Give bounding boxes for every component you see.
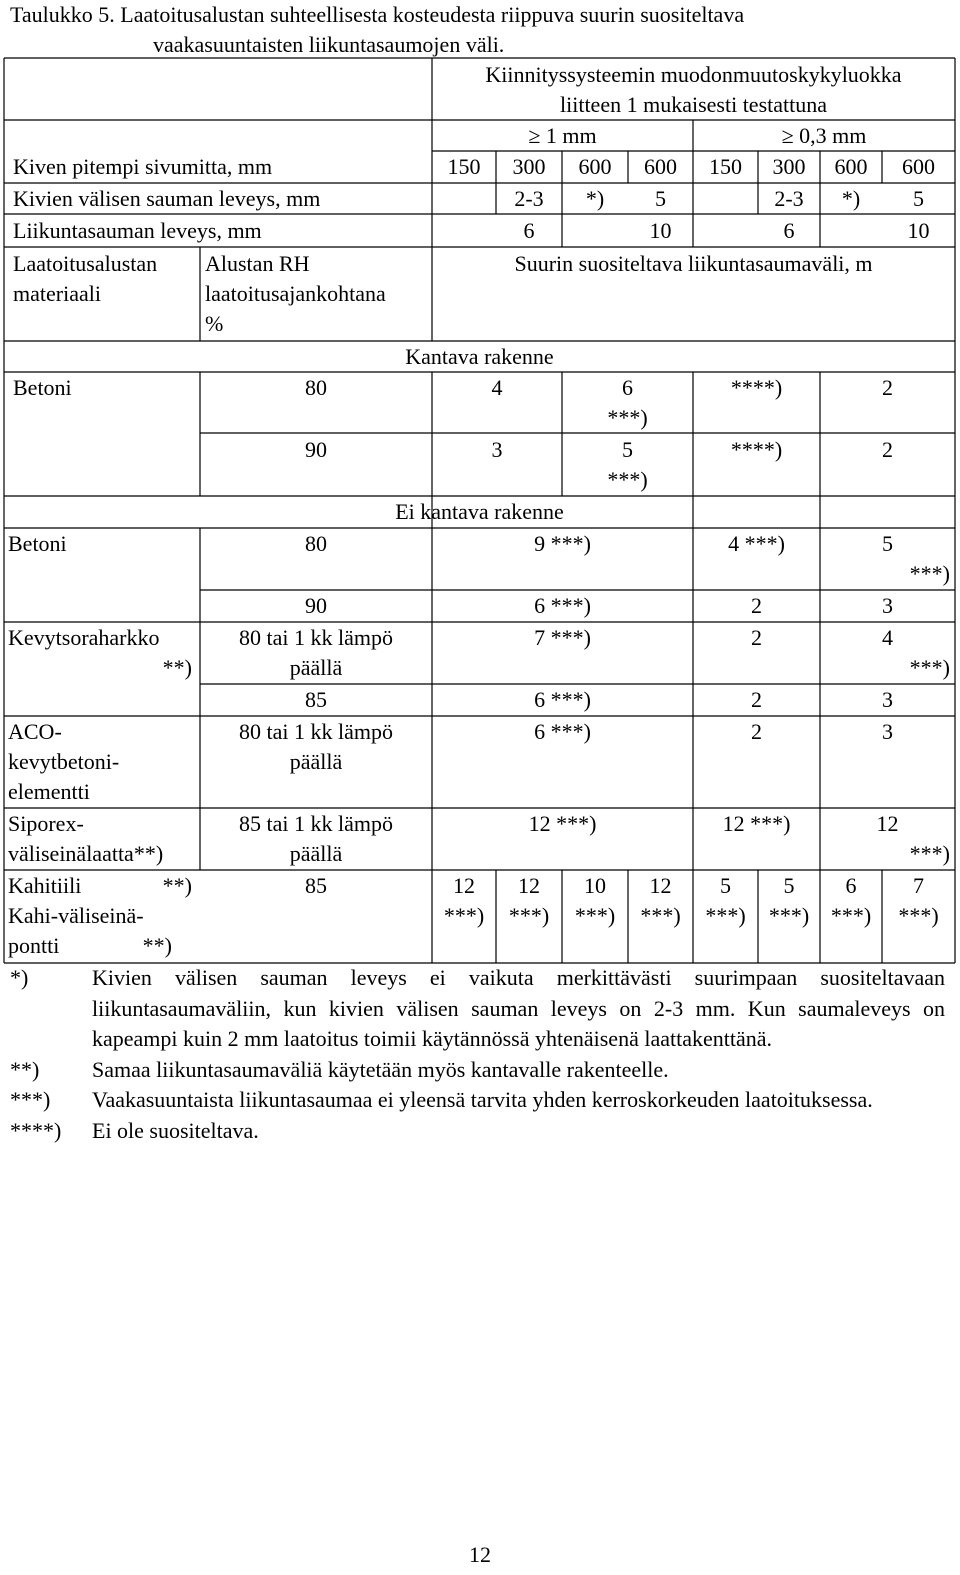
cell-value: 12 [876,811,899,836]
movement-joint-value: 10 [649,218,672,243]
cell-value: 6 ***) [534,687,591,712]
stone-size-value: 300 [512,154,546,179]
rh-value: 80 [305,531,327,556]
material-kahi-line-2: Kahi-väliseinä- [8,903,144,928]
footnote [10,1116,945,1147]
stone-size-value: 600 [578,154,612,179]
section-nonbearing: Ei kantava rakenne [395,499,564,524]
material-kahi-line-3: pontti [8,933,60,958]
cell-value: 6 ***) [534,593,591,618]
cell-value: 12 [518,873,540,898]
cell-value: 2 [751,719,762,744]
cell-value: 3 [882,719,893,744]
material-kahitiili: Kahitiili [8,873,82,898]
cell-value: 3 [882,593,893,618]
material-siporex-line-2: väliseinälaatta**) [8,841,164,866]
cell-footnote-mark: ***) [898,903,939,928]
footnote-mark: ****) [10,1117,62,1143]
cell-value: ****) [730,375,783,400]
cell-footnote-mark: ***) [830,903,872,928]
material-footnote-mark: **) [142,933,172,958]
material-footnote-mark: **) [162,873,192,898]
material-aco-line-2: kevytbetoni- [8,749,120,774]
joint-width-value: 5 [655,186,666,211]
stone-size-value: 150 [447,154,481,179]
cell-value: 12 [453,873,475,898]
stone-size-value: 600 [644,154,677,179]
cell-footnote-mark: ***) [443,903,485,928]
rh-value-line-2: päällä [289,749,343,774]
joint-width-value: *) [585,186,605,211]
cell-footnote-mark: ***) [607,467,648,492]
stone-size-value: 600 [834,154,868,179]
col-rh-line-1: Alustan RH [205,251,310,276]
joint-width-value: 5 [913,186,924,211]
col-material-line-1: Laatoitusalustan [13,251,158,276]
footnote-mark: **) [10,1056,40,1082]
material-siporex: Siporex- [8,811,84,836]
material-betoni: Betoni [8,531,67,556]
cell-footnote-mark: ***) [705,903,746,928]
stone-size-value: 150 [709,154,742,179]
footnote [10,1085,945,1116]
caption-line-2: vaakasuuntaisten liikuntasaumojen väli. [153,32,505,57]
movement-joint-value: 10 [907,218,930,243]
rh-value-line-2: päällä [289,841,343,866]
deformation-class-1: ≥ 1 mm [528,123,597,148]
stone-size-value: 300 [772,154,806,179]
cell-value: 5 [882,531,893,556]
rh-value: 80 tai 1 kk lämpö [239,719,393,744]
joint-width-value: *) [841,186,861,211]
col-rh-line-2: laatoitusajankohtana [205,281,386,306]
rh-value: 85 [305,873,327,898]
cell-value: 6 [845,873,857,898]
rh-value: 85 tai 1 kk lämpö [239,811,393,836]
movement-joint-label: Liikuntasauman leveys, mm [13,218,262,243]
footnote-text: Samaa liikuntasaumaväliä käytetään myös kantavalle rakenteelle. [92,1056,669,1082]
caption-line-1: Taulukko 5. Laatoitusalustan suhteellisesta kosteudesta riippuva suurin suositeltava [10,2,745,27]
cell-footnote-mark: ***) [768,903,810,928]
cell-value: ****) [730,437,783,462]
deformation-class-2: ≥ 0,3 mm [781,123,867,148]
cell-value: 3 [491,437,503,462]
material-footnote-mark: **) [162,655,192,680]
rh-value-line-2: päällä [289,655,343,680]
cell-value: 5 [783,873,795,898]
material-betoni: Betoni [13,375,72,400]
cell-footnote-mark: ***) [909,841,950,866]
cell-value: 2 [751,593,762,618]
footnote-text: Kivien välisen sauman leveys ei vaikuta merkittävästi suurimpaan suositeltavaan liikuntasaumaväliin, kun kivien välisen sauman leveys on 2-3 mm. Kun saumaleveys on kapeampi kuin 2 mm laatoitus toimii käytännössä yhtenäisenä laattakenttänä. [92,965,945,1051]
cell-value: 4 [491,375,503,400]
cell-value: 4 ***) [728,531,785,556]
cell-value: 12 [649,873,672,898]
col-material-line-2: materiaali [13,281,101,306]
cell-value: 12 ***) [722,811,791,836]
cell-value: 2 [751,625,762,650]
joint-width-label: Kivien välisen sauman leveys, mm [13,186,321,211]
header-group-line-1: Kiinnityssysteemin muodonmuutoskykyluokka [485,62,902,87]
footnote-mark: *) [10,965,29,990]
cell-footnote-mark: ***) [508,903,550,928]
cell-footnote-mark: ***) [909,561,950,586]
cell-footnote-mark: ***) [640,903,681,928]
cell-value: 2 [882,437,893,462]
cell-value: 12 ***) [528,811,597,836]
cell-footnote-mark: ***) [909,655,950,680]
page-number: 12 [469,1542,491,1567]
rh-value: 80 [305,375,327,400]
cell-value: 4 [882,625,893,650]
joint-width-value: 2-3 [774,186,804,211]
movement-joint-value: 6 [783,218,795,243]
cell-value: 7 [913,873,924,898]
cell-value: 5 [622,437,633,462]
cell-value: 3 [882,687,893,712]
cell-value: 10 [584,873,606,898]
header-group-line-2: liitteen 1 mukaisesti testattuna [560,92,827,117]
movement-joint-value: 6 [523,218,535,243]
cell-value: 9 ***) [534,531,591,556]
cell-value: 7 ***) [534,625,591,650]
cell-footnote-mark: ***) [574,903,616,928]
cell-value: 2 [751,687,762,712]
section-bearing: Kantava rakenne [405,344,554,369]
col-result: Suurin suositeltava liikuntasaumaväli, m [514,251,873,276]
material-aco-line-3: elementti [8,779,90,804]
footnote-text: Ei ole suositeltava. [92,1117,259,1143]
footnotes [10,963,945,1146]
cell-value: 5 [720,873,731,898]
cell-value: 6 ***) [534,719,591,744]
stone-size-value: 600 [902,154,935,179]
stone-size-label: Kiven pitempi sivumitta, mm [13,154,273,179]
footnote-text: Vaakasuuntaista liikuntasaumaa ei yleensä tarvita yhden kerroskorkeuden laatoituksessa. [92,1087,873,1112]
material-aco: ACO- [8,719,62,744]
footnote [10,1055,945,1086]
footnote-mark: ***) [10,1087,51,1112]
rh-value: 90 [305,593,327,618]
rh-value: 90 [305,437,327,462]
joint-width-value: 2-3 [514,186,544,211]
material-kevytsoraharkko: Kevytsoraharkko [8,625,160,650]
rh-value: 80 tai 1 kk lämpö [239,625,393,650]
col-rh-line-3: % [205,311,224,336]
cell-value: 6 [622,375,633,400]
rh-value: 85 [305,687,327,712]
cell-value: 2 [882,375,893,400]
footnote [10,963,945,1055]
cell-footnote-mark: ***) [607,405,648,430]
